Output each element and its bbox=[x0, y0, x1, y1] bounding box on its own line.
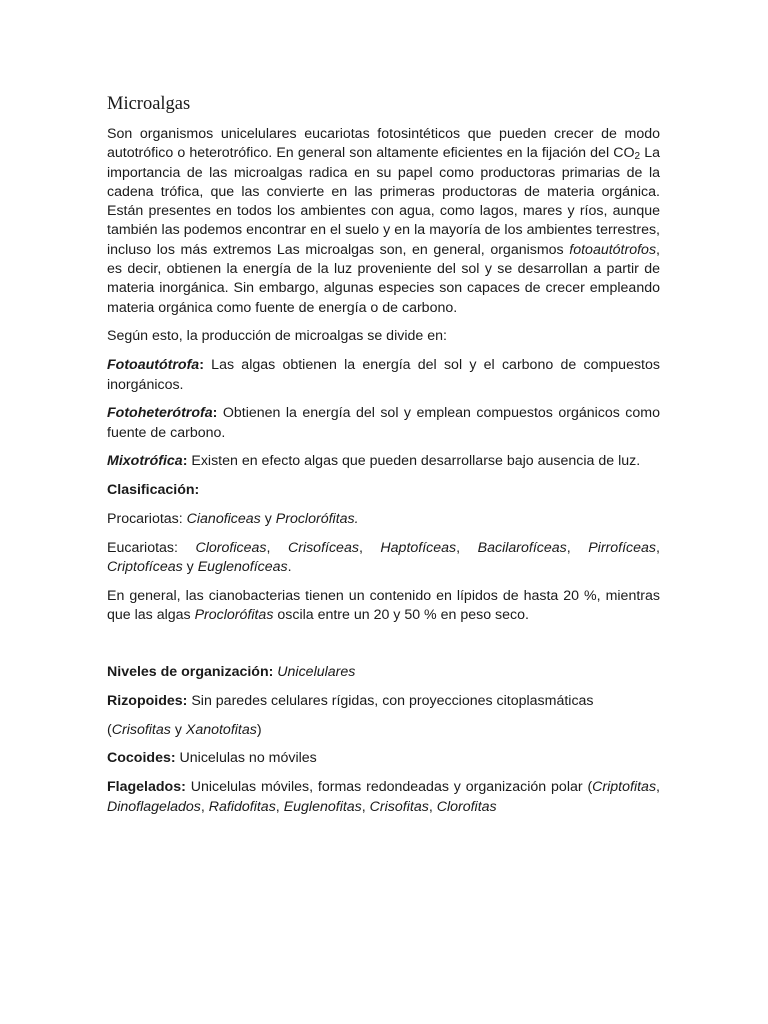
section-spacer bbox=[107, 635, 660, 663]
eukaryotes-line: Eucariotas: Cloroficeas, Crisofíceas, Haptofíceas, Bacilarofíceas, Pirrofíceas, Criptofíceas y Euglenofíceas. bbox=[107, 539, 660, 576]
prokaryotes-line: Procariotas: Cianoficeas y Proclorófitas. bbox=[107, 511, 359, 528]
document-page bbox=[107, 92, 660, 826]
type-mixotrofica bbox=[107, 452, 660, 471]
type-description: Las algas obtienen la energía del sol y el carbono de compuestos inorgánicos. bbox=[107, 357, 660, 393]
flagelados-paragraph: Flagelados: Unicelulas móviles, formas redondeadas y organización polar (Criptofitas, Dinoflagelados, Rafidofitas, Euglenofitas, Crisofitas, Clorofitas bbox=[107, 779, 660, 815]
type-name: Mixotrófica: bbox=[107, 453, 188, 470]
rizopoides-examples: (Crisofitas y Xanotofitas) bbox=[107, 721, 262, 738]
levels-line: Niveles de organización: Unicelulares bbox=[107, 664, 356, 681]
intro-text-1: Son organismos unicelulares eucariotas fotosintéticos que pueden crecer de modo autotrófico o heterotrófico. En general son altamente eficientes en la fijación del bbox=[107, 126, 660, 162]
intro-paragraph bbox=[107, 125, 660, 318]
rizopoides-line: Rizopoides: Sin paredes celulares rígidas, con proyecciones citoplasmáticas bbox=[107, 692, 594, 709]
page-title: Microalgas bbox=[107, 94, 191, 114]
lipids-paragraph: En general, las cianobacterias tienen un contenido en lípidos de hasta 20 %, mientras que las algas Proclorófitas oscila entre un 20 y 50 % en peso seco. bbox=[107, 587, 660, 624]
division-intro: Según esto, la producción de microalgas se divide en: bbox=[107, 328, 447, 345]
intro-text-2: La importancia de las microalgas radica en su papel como productoras primarias de la cadena trófica, que las convierte en las primeras productoras de materia orgánica. Están presentes en todos los ambientes con agua, como lagos, mares y ríos, aunque también las podemos encontrar en el suelo y en la mayoría de los ambientes terrestres, incluso los más extremos Las microalgas son, en general, organismos bbox=[107, 145, 660, 258]
intro-term: fotoautótrofos bbox=[569, 241, 657, 258]
type-fotoheterotrofa bbox=[107, 404, 660, 443]
type-name: Fotoautótrofa: bbox=[107, 357, 204, 374]
co2-formula: $CO_2$ bbox=[613, 145, 641, 163]
type-description: Obtienen la energía del sol y emplean compuestos orgánicos como fuente de carbono. bbox=[107, 405, 660, 441]
type-fotoautotrofa bbox=[107, 356, 660, 395]
type-description: Existen en efecto algas que pueden desarrollarse bajo ausencia de luz. bbox=[187, 453, 641, 470]
intro-text-3: , es decir, obtienen la energía de la luz proveniente del sol y se desarrollan a partir de materia inorgánica. Sin embargo, algunas especies son capaces de crecer empleando materia orgánica como fuente de energía o de carbono. bbox=[107, 241, 660, 316]
classification-heading: Clasificación: bbox=[107, 482, 200, 499]
cocoides-line: Cocoides: Unicelulas no móviles bbox=[107, 750, 317, 767]
type-name: Fotoheterótrofa: bbox=[107, 405, 218, 422]
